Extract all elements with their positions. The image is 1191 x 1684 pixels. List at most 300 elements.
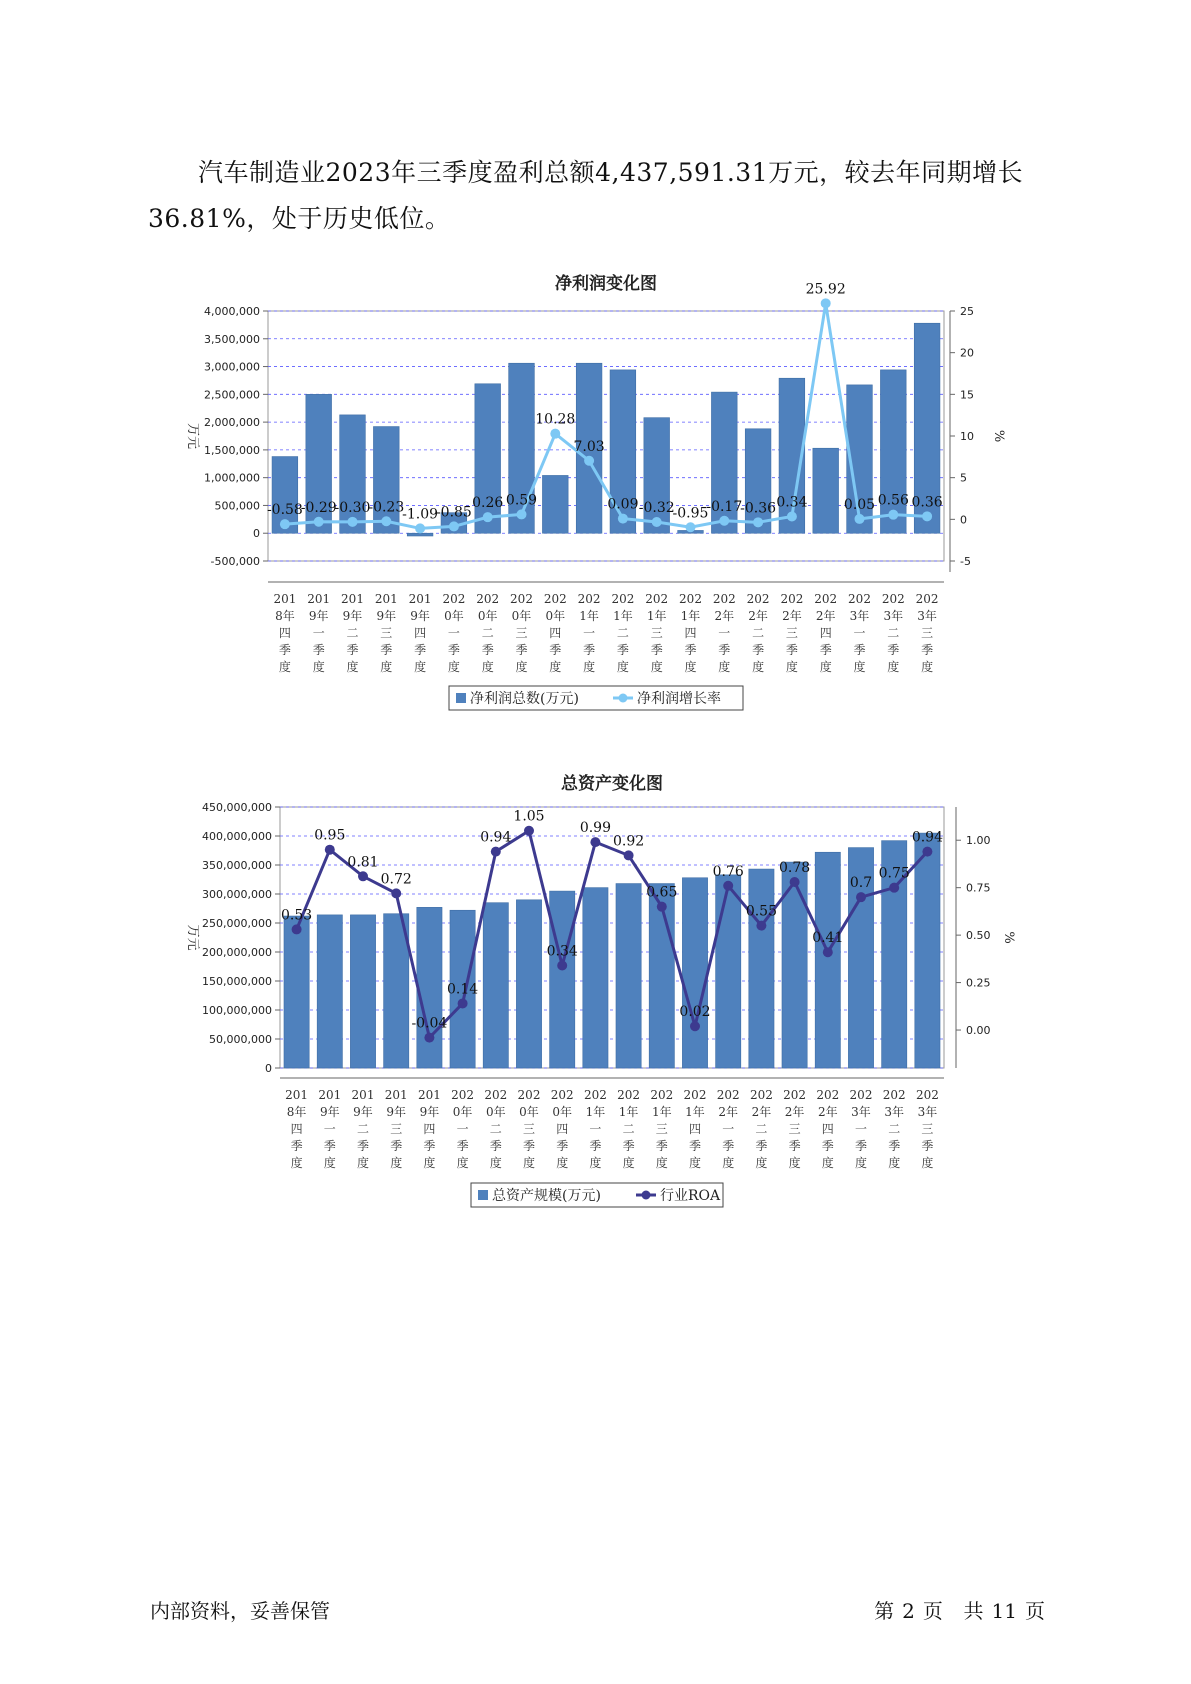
x-tick-label-part: 0年 [485, 1105, 506, 1119]
x-tick-label-part: 度 [821, 1156, 834, 1170]
y-tick-label: 3,000,000 [204, 360, 260, 374]
line-point [458, 998, 468, 1008]
x-tick-label-part: 一 [589, 1122, 602, 1136]
x-tick-label-part: 3年 [883, 609, 904, 623]
x-tick-label-part: 3年 [851, 1105, 871, 1119]
y2-tick-label: -5 [960, 555, 971, 568]
x-tick-label-part: 度 [589, 1156, 602, 1170]
x-tick-label-part: 2年 [751, 1105, 772, 1119]
line-point [449, 521, 459, 531]
legend-line-label: 净利润增长率 [637, 691, 721, 707]
x-tick-label-part: 2年 [714, 609, 735, 623]
line-point [652, 517, 662, 527]
x-tick-label-part: 1年 [579, 609, 599, 623]
data-label: -0.30 [334, 499, 371, 516]
data-label: -1.09 [402, 506, 439, 523]
x-tick-label-part: 季 [755, 1139, 768, 1153]
line-point [624, 850, 634, 860]
x-tick-label-part: 季 [323, 1139, 336, 1153]
data-label: 0.78 [779, 859, 811, 876]
x-tick-label-part: 三 [515, 626, 528, 640]
bar [815, 852, 840, 1068]
legend-bar-swatch [478, 1190, 488, 1200]
y-tick-label: 1,000,000 [204, 471, 260, 485]
x-tick-label-part: 202 [550, 1088, 574, 1102]
line-point [391, 888, 401, 898]
x-tick-label-part: 度 [722, 1156, 735, 1170]
data-label: -0.95 [672, 505, 709, 522]
x-tick-label [848, 592, 871, 674]
data-label: 0.7 [849, 875, 873, 892]
x-tick-label [684, 1088, 707, 1170]
y-tick-label: 4,000,000 [204, 305, 260, 318]
x-tick-label-part: 0年 [545, 609, 566, 623]
x-tick-label [409, 592, 432, 674]
bar [682, 878, 707, 1068]
intro-paragraph [148, 150, 1048, 242]
x-tick-label [476, 592, 499, 674]
x-tick-label-part: 季 [515, 643, 528, 657]
x-tick-label [882, 592, 905, 674]
x-tick-label-part: 202 [645, 592, 669, 606]
x-tick-label [385, 1088, 408, 1170]
x-tick-label-part: 度 [785, 660, 798, 674]
x-tick-label [285, 1088, 308, 1170]
data-label: 0.34 [546, 943, 578, 960]
data-label: -0.85 [435, 504, 472, 521]
x-tick-label-part: 9年 [308, 609, 329, 623]
x-tick-label-part: 二 [356, 1122, 370, 1136]
legend-line-marker [619, 694, 628, 703]
x-tick-label-part: 二 [887, 626, 900, 640]
x-tick-label-part: 8年 [275, 609, 295, 623]
x-tick-label [375, 592, 398, 674]
y-axis-label: 万元 [185, 422, 200, 450]
x-tick-label-part: 1年 [680, 609, 701, 623]
bar [284, 916, 309, 1068]
line-point [325, 845, 335, 855]
legend-bar-swatch [456, 693, 466, 703]
x-tick-label [679, 592, 702, 674]
data-label: 0.41 [812, 930, 844, 947]
x-tick-label-part: 2年 [784, 1105, 805, 1119]
x-tick-label-part: 2年 [817, 1105, 838, 1119]
x-tick-label [318, 1088, 341, 1170]
bar [880, 370, 906, 533]
y-tick-label: 350,000,000 [202, 859, 272, 872]
x-tick-label-part: 度 [423, 1156, 436, 1170]
x-tick-label-part: 202 [783, 1088, 807, 1102]
data-label: 0.59 [505, 492, 538, 509]
bar [483, 903, 508, 1068]
line-point [790, 877, 800, 887]
data-label: 0.75 [878, 865, 910, 882]
x-tick-label-part: 二 [622, 1122, 635, 1136]
x-tick-label-part: 202 [679, 592, 702, 606]
x-tick-label-part: 二 [616, 626, 629, 640]
x-tick-label-part: 202 [611, 592, 635, 606]
line-point [823, 947, 833, 957]
x-tick-label-part: 季 [346, 643, 359, 657]
x-tick-label-part: 度 [556, 1156, 569, 1170]
x-tick-label-part: 一 [854, 1122, 868, 1136]
data-label: 0.92 [613, 833, 645, 850]
x-tick-label-part: 3年 [917, 1105, 938, 1119]
line-point [888, 510, 898, 520]
y-tick-label: 0 [253, 527, 260, 541]
y2-tick-label: 0 [960, 513, 967, 527]
x-tick-label-part: 度 [755, 1156, 768, 1170]
line-point [787, 512, 797, 522]
page-total-prefix: 共 [963, 1599, 984, 1623]
x-tick-label-part: 0年 [477, 609, 498, 623]
x-tick-label [611, 592, 634, 674]
line-point [524, 826, 534, 836]
bar [550, 891, 575, 1068]
x-tick-label [518, 1088, 541, 1170]
data-label: -0.04 [411, 1015, 448, 1032]
x-tick-label-part: 季 [356, 1139, 370, 1153]
bar [542, 475, 568, 533]
line-point [590, 837, 600, 847]
x-tick-label-part: 202 [716, 1088, 740, 1102]
x-tick-label-part: 202 [915, 1088, 939, 1102]
x-tick-label-part: 度 [655, 1156, 668, 1170]
x-tick-label [307, 592, 330, 674]
x-tick-label [850, 1088, 873, 1170]
y2-tick-label: 5 [960, 471, 967, 485]
line-point [922, 847, 932, 857]
x-tick-label-part: 季 [489, 1139, 502, 1153]
x-tick-label-part: 0年 [519, 1105, 539, 1119]
x-tick-label-part: 季 [456, 1139, 469, 1153]
x-tick-label-part: 201 [384, 1088, 408, 1102]
x-tick-label-part: 四 [684, 626, 697, 640]
page-mid: 页 [922, 1599, 943, 1623]
x-tick-label-part: 度 [854, 1156, 868, 1170]
page-suffix: 页 [1025, 1599, 1045, 1623]
x-tick-label-part: 度 [456, 1156, 469, 1170]
x-tick-label-part: 202 [712, 592, 736, 606]
line-point [415, 523, 425, 533]
x-tick-label-part: 一 [722, 1122, 735, 1136]
x-tick-label-part: 二 [755, 1122, 768, 1136]
x-tick-label-part: 度 [481, 660, 494, 674]
x-tick-label-part: 度 [356, 1156, 370, 1170]
x-tick-label [617, 1088, 640, 1170]
intro-text: 汽车制造业2023年三季度盈利总额4,437,591.31万元，较去年同期增长36.81%，处于历史低位。 [148, 158, 1024, 233]
x-tick-label-part: 三 [921, 1122, 934, 1136]
x-tick-label-part: 2年 [718, 1105, 739, 1119]
x-tick-label [551, 1088, 574, 1170]
x-tick-label-part: 季 [887, 643, 900, 657]
legend [471, 1183, 723, 1207]
x-tick-label [780, 592, 803, 674]
data-label: 0.36 [911, 494, 943, 511]
line-point [719, 516, 729, 526]
x-tick-label-part: 9年 [376, 609, 397, 623]
x-tick-label-part: 9年 [342, 609, 363, 623]
x-tick-label-part: 202 [780, 592, 804, 606]
x-tick-label-part: 202 [650, 1088, 674, 1102]
x-tick-label [510, 592, 533, 674]
x-tick-label-part: 201 [374, 592, 398, 606]
x-tick-label-part: 季 [688, 1139, 702, 1153]
page-total: 11 [991, 1599, 1017, 1623]
y2-tick-label: 0.75 [966, 881, 991, 895]
y-tick-label: 450,000,000 [202, 801, 272, 814]
footer-left-text: 内部资料，妥善保管 [150, 1599, 330, 1623]
y-tick-label: 1,500,000 [204, 443, 260, 457]
x-tick-label-part: 9年 [386, 1105, 407, 1119]
x-tick-label-part: 三 [650, 626, 663, 640]
data-label: -0.29 [300, 499, 337, 516]
x-tick-label-part: 度 [622, 1156, 635, 1170]
x-tick-label [916, 592, 939, 674]
x-tick-label-part: 度 [323, 1156, 336, 1170]
x-tick-label-part: 9年 [319, 1105, 340, 1119]
x-tick-label-part: 一 [312, 626, 325, 640]
bar [583, 888, 608, 1068]
x-tick-label [750, 1088, 773, 1170]
x-tick-label-part: 二 [346, 626, 359, 640]
bar [317, 915, 342, 1068]
x-tick-label-part: 1年 [585, 1105, 606, 1119]
data-label: 0.55 [745, 903, 777, 920]
y2-tick-label: 10 [960, 430, 974, 443]
data-label: 7.03 [573, 438, 605, 455]
x-tick-label-part: 季 [853, 643, 866, 657]
x-tick-label-part: 四 [549, 626, 562, 640]
data-label: 0.26 [472, 495, 504, 512]
x-tick-label-part: 度 [390, 1156, 403, 1170]
x-tick-label-part: 3年 [917, 609, 937, 623]
x-tick-label-part: 9年 [419, 1105, 440, 1119]
x-tick-label-part: 季 [380, 643, 393, 657]
x-tick-label [418, 1088, 441, 1170]
bar [417, 907, 442, 1068]
x-tick-label-part: 202 [476, 592, 500, 606]
x-tick-label-part: 202 [484, 1088, 508, 1102]
x-tick-label [916, 1088, 939, 1170]
x-tick-label [442, 592, 465, 674]
x-tick-label [484, 1088, 507, 1170]
x-tick-label-part: 202 [849, 1088, 873, 1102]
y-tick-label: 400,000,000 [202, 830, 272, 843]
x-tick-label-part: 季 [752, 643, 765, 657]
x-tick-label-part: 度 [549, 660, 562, 674]
x-tick-label-part: 三 [921, 626, 934, 640]
x-tick-label-part: 202 [749, 1088, 773, 1102]
data-label: 0.72 [380, 871, 412, 888]
x-tick-label-part: 一 [853, 626, 866, 640]
x-tick-label-part: 度 [788, 1156, 801, 1170]
line-point [358, 871, 368, 881]
x-tick-label-part: 度 [278, 660, 291, 674]
line-point [381, 516, 391, 526]
x-tick-label-part: 季 [650, 643, 663, 657]
data-label: 0.34 [776, 494, 808, 511]
y-tick-label: 0 [265, 1062, 272, 1075]
plot-frame [280, 807, 944, 1068]
x-tick-label-part: 202 [683, 1088, 707, 1102]
x-tick-label-part: 季 [290, 1139, 303, 1153]
line-point [483, 512, 493, 522]
footer-confidential [146, 1595, 334, 1624]
x-tick-label-part: 度 [290, 1156, 303, 1170]
y-tick-label: 2,000,000 [204, 416, 260, 430]
x-tick-label-part: 度 [616, 660, 629, 674]
x-tick-label-part: 202 [746, 592, 770, 606]
data-label: 0.76 [712, 863, 744, 880]
total-assets-chart [0, 765, 1191, 1225]
x-tick-label-part: 201 [273, 592, 297, 606]
y2-tick-label: 0.00 [966, 1024, 991, 1038]
data-label: 25.92 [805, 281, 846, 298]
x-tick-label-part: 一 [447, 626, 460, 640]
x-tick-label [645, 592, 668, 674]
x-tick-label-part: 8年 [286, 1105, 307, 1119]
x-tick-label-part: 201 [318, 1088, 342, 1102]
x-tick-label-part: 202 [543, 592, 567, 606]
x-tick-label-part: 季 [921, 643, 934, 657]
x-tick-label-part: 季 [447, 643, 460, 657]
y2-tick-label: 1.00 [966, 834, 991, 848]
x-tick-label-part: 0年 [552, 1105, 573, 1119]
data-label: 0.65 [646, 884, 678, 901]
x-tick-label-part: 度 [921, 1156, 934, 1170]
line-point [821, 298, 831, 308]
y-tick-label: -500,000 [210, 555, 260, 568]
y-tick-label: 250,000,000 [202, 917, 272, 930]
x-tick-label-part: 3年 [849, 609, 870, 623]
line-point [856, 892, 866, 902]
x-tick-label-part: 季 [414, 643, 427, 657]
x-tick-label-part: 季 [481, 643, 494, 657]
x-tick-label-part: 度 [752, 660, 765, 674]
x-tick-label-part: 202 [577, 592, 601, 606]
chart-title: 净利润变化图 [555, 274, 657, 294]
x-tick-label-part: 度 [688, 1156, 702, 1170]
legend-line-marker [642, 1191, 651, 1200]
data-label: -0.17 [706, 498, 743, 515]
x-tick-label [341, 592, 364, 674]
line-point [756, 921, 766, 931]
data-label: 0.94 [480, 829, 512, 846]
x-tick-label-part: 季 [522, 1139, 536, 1153]
x-tick-label-part: 201 [307, 592, 331, 606]
data-label: 1.05 [513, 808, 545, 825]
data-label: -0.32 [638, 500, 675, 516]
data-label: 0.81 [347, 854, 379, 871]
x-tick-label-part: 202 [816, 1088, 840, 1102]
x-tick-label-part: 季 [788, 1139, 801, 1153]
x-tick-label-part: 季 [616, 643, 629, 657]
data-label: -0.58 [266, 502, 303, 519]
plot-frame [268, 311, 944, 561]
bar [516, 900, 541, 1068]
x-tick-label-part: 四 [688, 1122, 702, 1136]
x-tick-label-part: 度 [522, 1156, 536, 1170]
data-label: 0.02 [679, 1004, 711, 1021]
x-tick-label-part: 0年 [452, 1105, 473, 1119]
y-tick-label: 500,000 [214, 499, 260, 513]
data-label: -0.23 [368, 499, 405, 516]
data-label: 0.99 [579, 820, 611, 837]
data-label: 0.56 [877, 492, 909, 509]
x-tick-label-part: 9年 [410, 609, 430, 623]
x-tick-label-part: 季 [390, 1139, 403, 1153]
x-tick-label-part: 季 [583, 643, 596, 657]
x-tick-label-part: 四 [423, 1122, 436, 1136]
x-tick-label-part: 季 [888, 1139, 901, 1153]
data-label: 0.14 [447, 981, 479, 998]
bar [813, 448, 839, 533]
x-tick-label-part: 季 [655, 1139, 668, 1153]
x-tick-label [584, 1088, 607, 1170]
x-tick-label-part: 1年 [618, 1105, 639, 1119]
x-tick-label-part: 202 [881, 592, 905, 606]
line-point [314, 517, 324, 527]
footer-page-number [870, 1595, 1049, 1624]
y2-tick-label: 0.50 [966, 929, 991, 943]
line-point [517, 509, 527, 519]
x-tick-label-part: 季 [423, 1139, 436, 1153]
data-label: -0.36 [740, 500, 777, 517]
x-tick-label-part: 2年 [748, 609, 768, 623]
legend-line-label: 行业ROA [660, 1188, 721, 1204]
y2-axis-label: % [1001, 931, 1016, 944]
x-tick-label-part: 0年 [444, 609, 464, 623]
x-tick-label-part: 三 [380, 626, 393, 640]
legend-bar-label: 总资产规模(万元) [492, 1188, 601, 1204]
x-tick-label-part: 度 [583, 660, 596, 674]
x-tick-label-part: 度 [380, 660, 393, 674]
x-tick-label-part: 202 [451, 1088, 475, 1102]
x-tick-label-part: 度 [887, 660, 900, 674]
x-tick-label-part: 季 [821, 1139, 834, 1153]
y-tick-label: 3,500,000 [204, 332, 260, 346]
x-tick-label-part: 四 [556, 1122, 569, 1136]
x-tick-label-part: 201 [351, 1088, 375, 1102]
y2-axis-label: % [991, 429, 1006, 443]
x-tick-label-part: 202 [617, 1088, 641, 1102]
x-tick-label-part: 度 [684, 660, 697, 674]
x-tick-label-part: 2年 [815, 609, 836, 623]
x-tick-label-part: 度 [718, 660, 731, 674]
x-tick-label [352, 1088, 375, 1170]
x-tick-label-part: 度 [346, 660, 359, 674]
x-tick-label-part: 季 [549, 643, 562, 657]
line-point [550, 429, 560, 439]
line-point [855, 514, 865, 524]
x-tick-label-part: 202 [915, 592, 939, 606]
y-tick-label: 100,000,000 [202, 1004, 272, 1017]
x-tick-label-part: 度 [921, 660, 934, 674]
line-point [348, 517, 358, 527]
x-tick-label [578, 592, 601, 674]
x-tick-label [717, 1088, 740, 1170]
line-point [690, 1021, 700, 1031]
data-label: 0.53 [281, 907, 313, 924]
x-tick-label-part: 1年 [651, 1105, 672, 1119]
line-point [889, 883, 899, 893]
x-tick-label-part: 季 [684, 643, 697, 657]
x-tick-label [650, 1088, 673, 1170]
x-tick-label-part: 201 [341, 592, 364, 606]
x-tick-label-part: 二 [888, 1122, 901, 1136]
x-tick-label-part: 度 [312, 660, 325, 674]
